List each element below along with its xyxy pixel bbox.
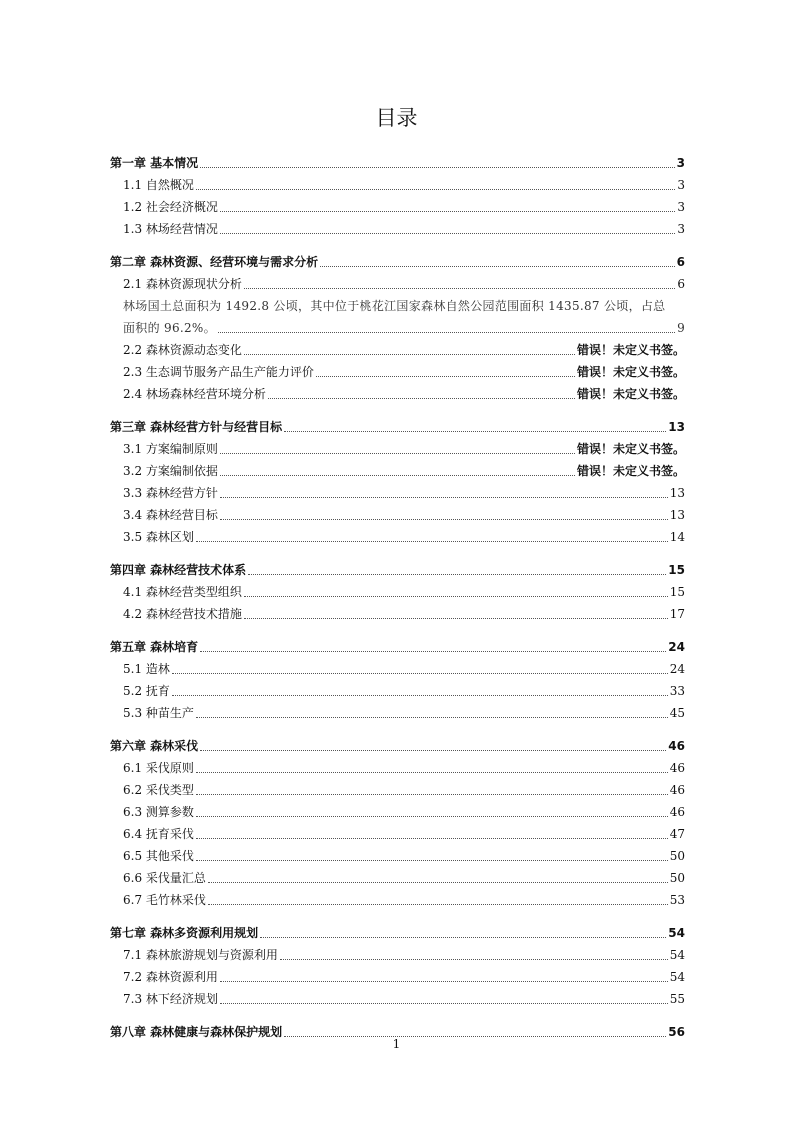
toc-section-entry[interactable]	[110, 339, 685, 361]
toc-section-entry[interactable]	[110, 966, 685, 988]
toc-section-entry[interactable]	[110, 823, 685, 845]
dot-leader	[196, 189, 675, 190]
toc-entry-label: 第八章 森林健康与森林保护规划	[110, 1025, 283, 1039]
toc-page-number: 46	[669, 805, 685, 819]
toc-page-number: 3	[676, 156, 685, 170]
toc-section-entry[interactable]	[110, 702, 685, 724]
toc-chapter-entry[interactable]	[110, 405, 685, 438]
dot-leader	[196, 794, 668, 795]
toc-section-entry[interactable]	[110, 526, 685, 548]
toc-section-entry[interactable]	[110, 460, 685, 482]
table-of-contents	[110, 141, 685, 1043]
dot-leader	[244, 354, 575, 355]
dot-leader	[220, 233, 675, 234]
toc-entry-label: 3.2 方案编制依据	[123, 464, 218, 478]
toc-entry-label: 5.1 造林	[123, 662, 170, 676]
page-number: 1	[392, 1037, 401, 1051]
toc-entry-label: 7.3 林下经济规划	[123, 992, 218, 1006]
toc-page-number: 47	[669, 827, 685, 841]
toc-section-entry[interactable]	[110, 482, 685, 504]
toc-section-entry[interactable]	[110, 801, 685, 823]
dot-leader	[244, 596, 668, 597]
toc-entry-label: 第六章 森林采伐	[110, 739, 199, 753]
toc-section-entry[interactable]	[110, 581, 685, 603]
toc-section-entry[interactable]	[110, 889, 685, 911]
dot-leader	[220, 519, 668, 520]
toc-section-entry[interactable]	[110, 779, 685, 801]
toc-page-number: 46	[668, 739, 685, 753]
toc-page-number: 3	[677, 222, 685, 236]
toc-entry-label: 2.2 森林资源动态变化	[123, 343, 242, 357]
toc-entry-label: 第二章 森林资源、经营环境与需求分析	[110, 255, 319, 269]
dot-leader	[196, 860, 668, 861]
toc-section-entry[interactable]	[110, 504, 685, 526]
toc-entry-label: 1.2 社会经济概况	[123, 200, 218, 214]
toc-section-entry[interactable]	[110, 361, 685, 383]
toc-section-entry[interactable]	[110, 845, 685, 867]
toc-page-number: 13	[668, 420, 685, 434]
toc-page-number: 24	[669, 662, 685, 676]
toc-page-number: 17	[669, 607, 685, 621]
toc-page-number: 54	[668, 926, 685, 940]
toc-section-entry[interactable]	[110, 438, 685, 460]
dot-leader	[244, 288, 675, 289]
dot-leader	[218, 332, 675, 333]
toc-entry-label: 6.7 毛竹林采伐	[123, 893, 206, 907]
toc-page-number: 54	[669, 970, 685, 984]
toc-entry-label: 第四章 森林经营技术体系	[110, 563, 247, 577]
toc-entry-label: 2.4 林场森林经营环境分析	[123, 387, 266, 401]
toc-page-number: 9	[677, 321, 685, 335]
toc-section-entry[interactable]	[110, 174, 685, 196]
toc-entry-label: 第一章 基本情况	[110, 156, 199, 170]
toc-page-number: 50	[669, 849, 685, 863]
toc-page-number: 3	[677, 200, 685, 214]
toc-entry-label: 6.4 抚育采伐	[123, 827, 194, 841]
toc-title: 目录	[375, 106, 418, 130]
toc-page-number: 50	[669, 871, 685, 885]
toc-entry-label: 7.2 森林资源利用	[123, 970, 218, 984]
toc-section-entry[interactable]	[110, 603, 685, 625]
toc-page-number: 24	[668, 640, 685, 654]
toc-bookmark-error: 错误！未定义书签。	[576, 343, 685, 357]
toc-page-number: 46	[669, 783, 685, 797]
toc-bookmark-error: 错误！未定义书签。	[576, 365, 685, 379]
toc-entry-label: 6.3 测算参数	[123, 805, 194, 819]
toc-entry-label: 1.3 林场经营情况	[123, 222, 218, 236]
dot-leader	[316, 376, 575, 377]
toc-entry-paragraph[interactable]	[110, 295, 685, 339]
toc-bookmark-error: 错误！未定义书签。	[576, 464, 685, 478]
toc-entry-label: 第五章 森林培育	[110, 640, 199, 654]
dot-leader	[196, 541, 668, 542]
toc-page-number: 56	[668, 1025, 685, 1039]
dot-leader	[220, 453, 575, 454]
toc-section-entry[interactable]	[110, 680, 685, 702]
toc-page-number: 33	[669, 684, 685, 698]
toc-page-number: 3	[677, 178, 685, 192]
toc-chapter-entry[interactable]	[110, 141, 685, 174]
toc-section-entry[interactable]	[110, 383, 685, 405]
toc-section-entry[interactable]	[110, 658, 685, 680]
toc-entry-label: 5.2 抚育	[123, 684, 170, 698]
toc-chapter-entry[interactable]	[110, 548, 685, 581]
dot-leader	[260, 937, 666, 938]
toc-chapter-entry[interactable]	[110, 911, 685, 944]
toc-entry-label: 6.2 采伐类型	[123, 783, 194, 797]
toc-paragraph-line: 面积的 96.2%。	[123, 321, 216, 335]
toc-entry-label: 4.2 森林经营技术措施	[123, 607, 242, 621]
toc-bookmark-error: 错误！未定义书签。	[576, 387, 685, 401]
toc-section-entry[interactable]	[110, 867, 685, 889]
dot-leader	[220, 497, 668, 498]
toc-entry-label: 5.3 种苗生产	[123, 706, 194, 720]
toc-section-entry[interactable]	[110, 944, 685, 966]
toc-page-number: 45	[669, 706, 685, 720]
dot-leader	[208, 882, 668, 883]
toc-entry-label: 6.5 其他采伐	[123, 849, 194, 863]
toc-entry-label: 3.5 森林区划	[123, 530, 194, 544]
toc-entry-label: 第三章 森林经营方针与经营目标	[110, 420, 283, 434]
dot-leader	[172, 695, 668, 696]
toc-section-entry[interactable]	[110, 757, 685, 779]
toc-chapter-entry[interactable]	[110, 724, 685, 757]
toc-page-number: 14	[669, 530, 685, 544]
dot-leader	[220, 211, 675, 212]
toc-entry-label: 3.4 森林经营目标	[123, 508, 218, 522]
toc-page-number: 6	[677, 277, 685, 291]
toc-page-number: 53	[669, 893, 685, 907]
dot-leader	[196, 838, 668, 839]
toc-entry-label: 4.1 森林经营类型组织	[123, 585, 242, 599]
toc-entry-label: 第七章 森林多资源利用规划	[110, 926, 259, 940]
toc-page-number: 46	[669, 761, 685, 775]
toc-section-entry[interactable]	[110, 196, 685, 218]
toc-entry-label: 1.1 自然概况	[123, 178, 194, 192]
dot-leader	[196, 717, 668, 718]
dot-leader	[244, 618, 668, 619]
dot-leader	[248, 574, 666, 575]
dot-leader	[220, 475, 575, 476]
toc-entry-label: 2.3 生态调节服务产品生产能力评价	[123, 365, 314, 379]
dot-leader	[320, 266, 674, 267]
toc-page-number: 55	[669, 992, 685, 1006]
toc-entry-label: 2.1 森林资源现状分析	[123, 277, 242, 291]
dot-leader	[200, 750, 666, 751]
toc-page-number: 6	[676, 255, 685, 269]
dot-leader	[208, 904, 668, 905]
toc-section-entry[interactable]	[110, 218, 685, 240]
toc-chapter-entry[interactable]	[110, 240, 685, 273]
toc-bookmark-error: 错误！未定义书签。	[576, 442, 685, 456]
dot-leader	[220, 981, 668, 982]
dot-leader	[196, 816, 668, 817]
toc-page-number: 15	[668, 563, 685, 577]
dot-leader	[220, 1003, 668, 1004]
toc-section-entry[interactable]	[110, 273, 685, 295]
dot-leader	[200, 167, 674, 168]
toc-entry-label: 7.1 森林旅游规划与资源利用	[123, 948, 278, 962]
toc-page-number: 13	[669, 508, 685, 522]
toc-entry-label: 6.6 采伐量汇总	[123, 871, 206, 885]
toc-page-number: 54	[669, 948, 685, 962]
toc-entry-label: 3.3 森林经营方针	[123, 486, 218, 500]
toc-page-number: 15	[669, 585, 685, 599]
toc-section-entry[interactable]	[110, 988, 685, 1010]
toc-entry-label: 3.1 方案编制原则	[123, 442, 218, 456]
dot-leader	[284, 431, 666, 432]
dot-leader	[196, 772, 668, 773]
dot-leader	[280, 959, 668, 960]
dot-leader	[268, 398, 575, 399]
dot-leader	[172, 673, 668, 674]
toc-chapter-entry[interactable]	[110, 625, 685, 658]
toc-paragraph-line: 林场国土总面积为 1492.8 公顷，其中位于桃花江国家森林自然公园范围面积 1435.87 公顷，占总	[123, 299, 666, 313]
toc-page-number: 13	[669, 486, 685, 500]
toc-entry-label: 6.1 采伐原则	[123, 761, 194, 775]
dot-leader	[200, 651, 666, 652]
